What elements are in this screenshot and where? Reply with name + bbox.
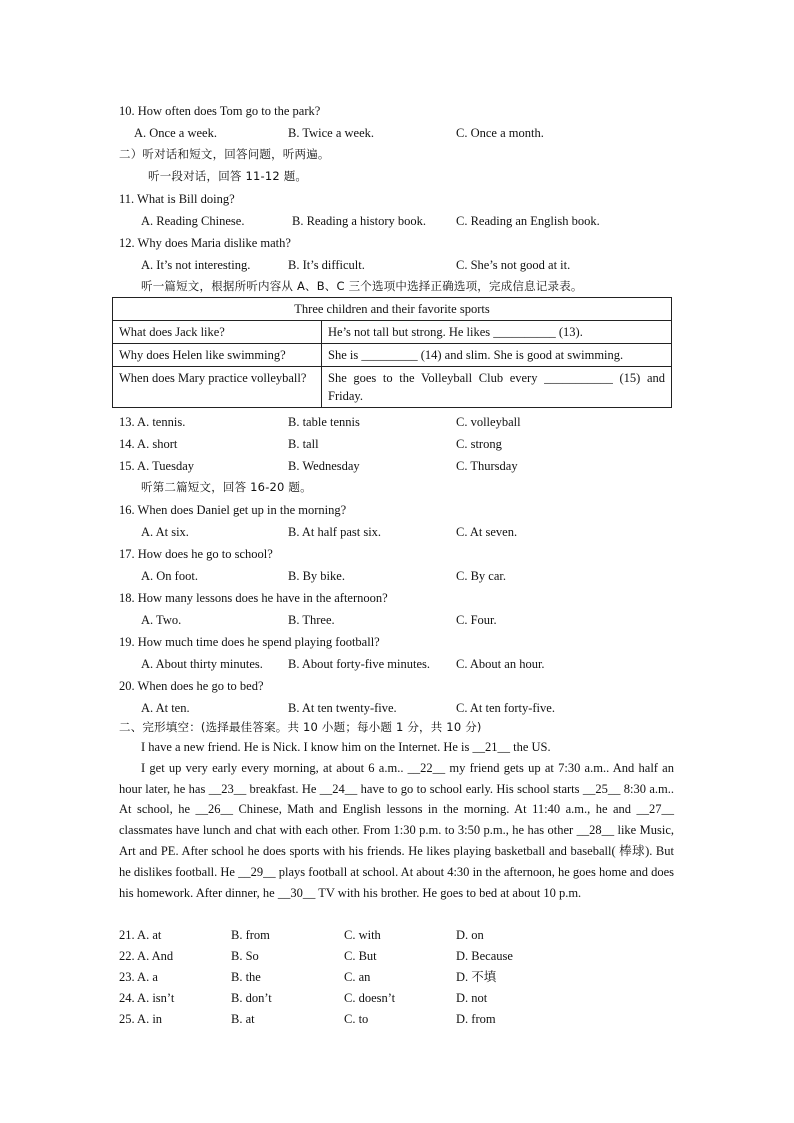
question-11: 11. What is Bill doing? <box>119 192 235 206</box>
q22-option-c: C. But <box>344 949 377 963</box>
q17-option-b: B. By bike. <box>288 569 345 583</box>
q18-option-b: B. Three. <box>288 613 335 627</box>
q17-option-c: C. By car. <box>456 569 506 583</box>
q22-option-d: D. Because <box>456 949 513 963</box>
q16-option-b: B. At half past six. <box>288 525 382 539</box>
question-18: 18. How many lessons does he have in the afternoon? <box>119 591 388 605</box>
section-heading-cloze: 二、完形填空：(选择最佳答案。共 10 小题；每小题 1 分，共 10 分) <box>119 720 482 734</box>
q19-option-a: A. About thirty minutes. <box>141 657 263 671</box>
q11-option-a: A. Reading Chinese. <box>141 214 245 228</box>
q23-option-c: C. an <box>344 970 371 984</box>
q15-option-b: B. Wednesday <box>288 459 360 473</box>
q18-option-c: C. Four. <box>456 613 497 627</box>
info-record-table <box>112 297 672 408</box>
table-title: Three children and their favorite sports <box>113 298 672 321</box>
section-heading-listening: 二）听对话和短文，回答问题，听两遍。 <box>119 147 330 161</box>
q16-option-c: C. At seven. <box>456 525 518 539</box>
q25-option-c: C. to <box>344 1012 369 1026</box>
table-row <box>113 367 672 408</box>
q17-option-a: A. On foot. <box>141 569 198 583</box>
q22-option-b: B. So <box>231 949 259 963</box>
q20-option-b: B. At ten twenty-five. <box>288 701 397 715</box>
q21-option-c: C. with <box>344 928 381 942</box>
q10-option-b: B. Twice a week. <box>288 126 375 140</box>
q13-option-b: B. table tennis <box>288 415 360 429</box>
table-cell-answer: She goes to the Volleyball Club every ___________ (15) and Friday. <box>322 367 672 408</box>
question-19: 19. How much time does he spend playing football? <box>119 635 380 649</box>
passage2-instruction: 听第二篇短文，回答 16-20 题。 <box>141 480 312 494</box>
table-cell-answer: She is _________ (14) and slim. She is good at swimming. <box>322 344 672 367</box>
q12-option-b: B. It’s difficult. <box>288 258 365 272</box>
q10-option-c: C. Once a month. <box>456 126 544 140</box>
q14-option-a: 14. A. short <box>119 437 178 451</box>
table-row <box>113 321 672 344</box>
q13-option-a: 13. A. tennis. <box>119 415 186 429</box>
q24-option-c: C. doesn’t <box>344 991 396 1005</box>
q20-option-a: A. At ten. <box>141 701 190 715</box>
q11-option-b: B. Reading a history book. <box>292 214 427 228</box>
q15-option-a: 15. A. Tuesday <box>119 459 195 473</box>
q15-option-c: C. Thursday <box>456 459 518 473</box>
q24-option-d: D. not <box>456 991 488 1005</box>
passage1-instruction: 听一篇短文，根据所听内容从 A、B、C 三个选项中选择正确选项，完成信息记录表。 <box>141 279 583 293</box>
q25-option-a: 25. A. in <box>119 1012 163 1026</box>
q10-option-a: A. Once a week. <box>134 126 217 140</box>
q16-option-a: A. At six. <box>141 525 189 539</box>
table-cell-question: When does Mary practice volleyball? <box>113 367 322 408</box>
q21-option-b: B. from <box>231 928 270 942</box>
q13-option-c: C. volleyball <box>456 415 521 429</box>
q23-option-d: D. 不填 <box>456 970 497 984</box>
cloze-paragraph-1: I have a new friend. He is Nick. I know him on the Internet. He is __21__ the US. <box>141 740 551 754</box>
cloze-paragraph-2: I get up very early every morning, at about 6 a.m.. __22__ my friend gets up at 7:30 a.m.. And half an hour later, he has __23__ breakfast. He __24__ have to go to school early. His school starts __25__ 8:30 a.m.. At school, he __26__ Chinese, Math and English lessons in the morning. At 11:40 a.m., he and __27__ classmates have lunch and chat with each other. From 1:30 p.m. to 3:50 p.m., he has other __28__ like Music, Art and PE. After school he does sports with his friends. He likes playing basketball and baseball( 棒球). But he dislikes football. He __29__ plays football at school. At about 4:30 in the afternoon, he goes home and does his homework. After dinner, he __30__ TV with his brother. He goes to bed at about 10 p.m. <box>119 760 674 900</box>
cloze-passage <box>119 737 674 903</box>
q14-option-c: C. strong <box>456 437 502 451</box>
q20-option-c: C. At ten forty-five. <box>456 701 555 715</box>
q21-option-a: 21. A. at <box>119 928 162 942</box>
q24-option-a: 24. A. isn’t <box>119 991 175 1005</box>
table-cell-answer: He’s not tall but strong. He likes __________ (13). <box>322 321 672 344</box>
q19-option-c: C. About an hour. <box>456 657 545 671</box>
question-20: 20. When does he go to bed? <box>119 679 264 693</box>
question-10: 10. How often does Tom go to the park? <box>119 104 321 118</box>
q25-option-d: D. from <box>456 1012 496 1026</box>
q23-option-b: B. the <box>231 970 261 984</box>
table-cell-question: Why does Helen like swimming? <box>113 344 322 367</box>
q21-option-d: D. on <box>456 928 484 942</box>
question-16: 16. When does Daniel get up in the morning? <box>119 503 347 517</box>
question-17: 17. How does he go to school? <box>119 547 273 561</box>
q11-option-c: C. Reading an English book. <box>456 214 600 228</box>
table-row <box>113 344 672 367</box>
q12-option-c: C. She’s not good at it. <box>456 258 571 272</box>
q14-option-b: B. tall <box>288 437 319 451</box>
q23-option-a: 23. A. a <box>119 970 158 984</box>
q18-option-a: A. Two. <box>141 613 182 627</box>
table-cell-question: What does Jack like? <box>113 321 322 344</box>
q25-option-b: B. at <box>231 1012 255 1026</box>
q12-option-a: A. It’s not interesting. <box>141 258 251 272</box>
q19-option-b: B. About forty-five minutes. <box>288 657 430 671</box>
q24-option-b: B. don’t <box>231 991 272 1005</box>
q22-option-a: 22. A. And <box>119 949 174 963</box>
dialog-instruction: 听一段对话，回答 11-12 题。 <box>148 169 308 183</box>
question-12: 12. Why does Maria dislike math? <box>119 236 291 250</box>
